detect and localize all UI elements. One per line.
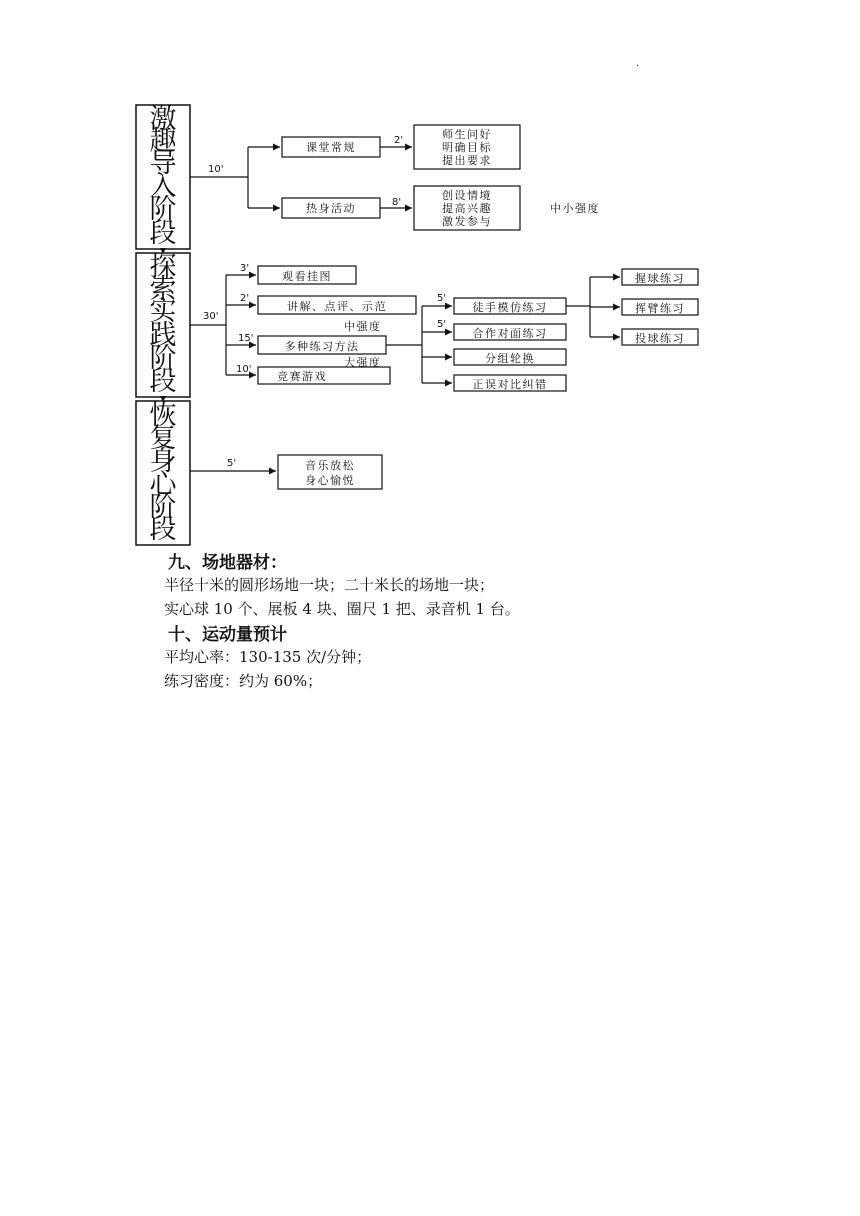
relax-line: 音乐放松: [305, 459, 355, 472]
rotate-label: 分组轮换: [485, 352, 535, 365]
correct-label: 正误对比纠错: [472, 378, 548, 391]
stage3-char: 阶: [149, 492, 177, 523]
stage2-char: 实: [149, 296, 177, 327]
watch-label: 观看挂图: [282, 270, 332, 283]
explain-time: 2': [240, 293, 250, 304]
routine-label: 课堂常规: [306, 141, 356, 154]
routine-time: 2': [394, 135, 404, 146]
warmup-time: 8': [392, 197, 402, 208]
routine-detail-line: 师生问好: [442, 128, 492, 141]
practice-label: 多种练习方法: [284, 340, 360, 353]
stage1-char: 阶: [149, 194, 177, 225]
venue-section: [164, 548, 808, 621]
routine-detail-line: 明确目标: [442, 141, 492, 154]
page-dot: .: [636, 58, 640, 69]
imitate-time: 5': [437, 293, 447, 304]
drill-throw-label: 投球练习: [635, 332, 685, 345]
stage2-char: 阶: [149, 343, 177, 374]
imitate-label: 徒手模仿练习: [472, 301, 548, 314]
load-heading: 十、运动量预计: [168, 625, 287, 645]
routine-detail-line: 提出要求: [442, 154, 492, 167]
warmup-label: 热身活动: [306, 202, 356, 215]
stage2-char: 探: [149, 252, 177, 283]
stage1-char: 入: [149, 171, 177, 202]
warmup-detail-line: 创设情境: [442, 189, 492, 202]
stage1-char: 激: [149, 104, 177, 135]
stage1-time: 10': [208, 164, 224, 175]
stage2-char: 索: [149, 274, 177, 305]
relax-line: 身心愉悦: [305, 474, 355, 487]
load-line: 练习密度：约为 60%；: [164, 672, 323, 690]
stage1-char: 趣: [149, 126, 177, 157]
practice-time: 15': [238, 333, 254, 344]
pair-label: 合作对面练习: [472, 327, 548, 340]
venue-line: 实心球 10 个、展板 4 块、圈尺 1 把、录音机 1 台。: [164, 600, 520, 618]
warmup-detail-line: 提高兴趣: [442, 202, 492, 215]
stage1-char: 段: [149, 218, 177, 249]
stage3-char: 身: [149, 446, 177, 477]
practice-intensity-medium: 中强度: [344, 320, 382, 333]
watch-time: 3': [240, 263, 250, 274]
explain-label: 讲解、点评、示范: [287, 300, 387, 313]
stage3-time: 5': [227, 458, 237, 469]
stage3-char: 恢: [149, 400, 177, 431]
venue-heading: 九、场地器材：: [168, 553, 287, 573]
game-label: 竞赛游戏: [277, 370, 327, 383]
stage2-char: 段: [149, 366, 177, 397]
lesson-flow-diagram: [0, 0, 860, 560]
stage3-char: 段: [149, 514, 177, 545]
venue-line: 半径十米的圆形场地一块；二十米长的场地一块；: [164, 576, 495, 594]
warmup-intensity: 中小强度: [550, 202, 600, 215]
load-section: [164, 620, 808, 693]
stage2-time: 30': [203, 311, 219, 322]
pair-time: 5': [437, 319, 447, 330]
practice-intensity-high: 大强度: [344, 356, 382, 369]
stage3-char: 心: [149, 469, 177, 500]
warmup-detail-line: 激发参与: [442, 215, 492, 228]
stage1-char: 导: [149, 148, 177, 179]
game-time: 10': [236, 364, 252, 375]
stage2-char: 践: [149, 320, 177, 351]
stage3-char: 复: [149, 423, 177, 454]
drill-swing-label: 挥臂练习: [635, 302, 685, 315]
load-line: 平均心率：130-135 次/分钟；: [164, 648, 372, 666]
drill-grip-label: 握球练习: [635, 272, 685, 285]
